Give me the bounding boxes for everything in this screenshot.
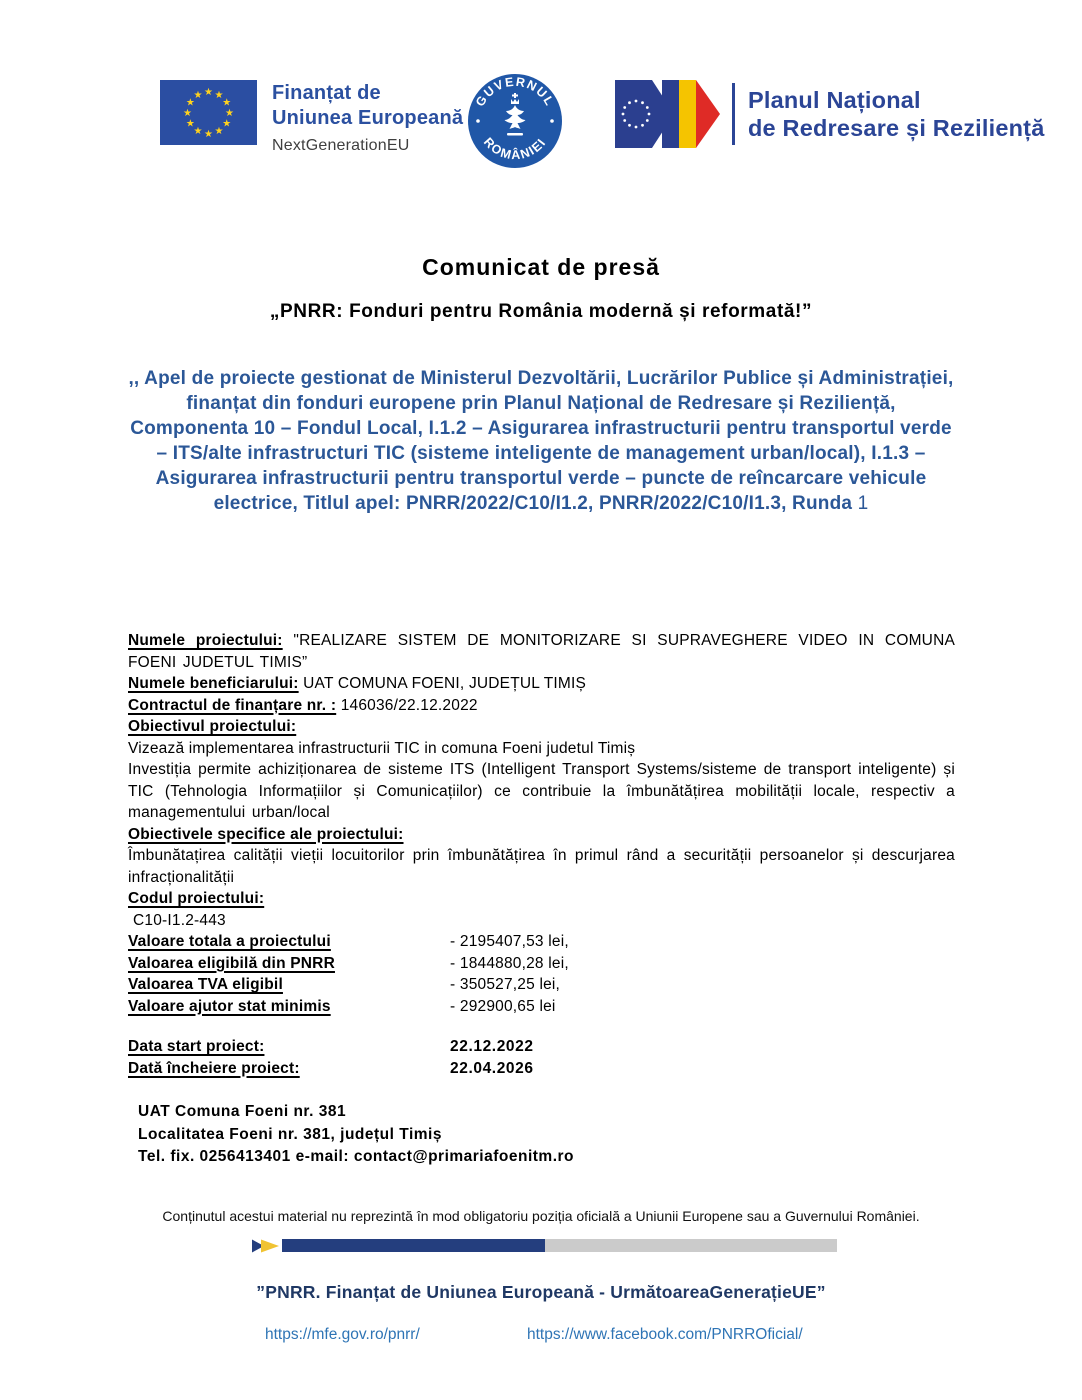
romanian-government-seal [466,72,564,175]
eu-funding-text [272,80,463,155]
call-runda-number: 1 [857,493,869,514]
financial-row [128,974,955,996]
svg-text:★: ★ [185,118,195,130]
date-label: Data start proiect: [128,1038,265,1055]
eu-funded-line1: Finanțat de [272,82,381,104]
beneficiary-label: Numele beneficiarului: [128,675,299,692]
financial-row [128,931,955,953]
financial-row [128,996,955,1018]
project-name-row [128,630,955,673]
financial-label: Valoare ajutor stat minimis [128,997,331,1015]
objective-intro: Vizează implementarea infrastructurii TIC in comuna Foeni judetul Timiș [128,739,636,757]
svg-text:★: ★ [193,89,203,101]
financial-value: - 2195407,53 lei, [450,933,569,950]
svg-text:★: ★ [214,126,224,138]
eu-funding-logo [160,80,463,155]
financial-value: - 292900,65 lei [450,997,556,1015]
project-call-paragraph [127,366,955,516]
disclaimer-text: Conținutul acestui material nu reprezintă în mod obligatoriu poziția oficială a Uniunii Europene sau a Guvernului României. [162,1208,920,1224]
financial-value: - 350527,25 lei, [450,976,561,993]
contract-label: Contractul de finanțare nr. : [128,696,337,714]
project-code-heading: Codul proiectului: [128,890,265,907]
mfe-pnrr-link[interactable]: https://mfe.gov.ro/pnrr/ [265,1326,420,1343]
bar-gray-segment [545,1239,837,1252]
svg-text:★: ★ [222,118,232,130]
call-text: ,, Apel de proiecte gestionat de Ministerul Dezvoltării, Lucrărilor Publice și Administrației, finanțat din fonduri europene prin Planul Național de Redresare și Reziliență, Componenta 10 – Fondul Local, I.1.2 – Asigurarea infrastructurii pentru transportul verde – ITS/alte infrastructuri TIC (sisteme inteligente de management urban/local), I.1.3 – Asigurarea infrastructurii pentru transportul verde – puncte de reîncarcare vehicule electrice, Titlul apel: PNRR/2022/C10/I1.2, PNRR/2022/C10/I1.3, Runda [128,368,954,514]
project-code-value: C10-I1.2-443 [133,911,226,929]
project-name-label: Numele proiectului: [128,632,283,649]
page-subtitle: „PNRR: Fonduri pentru România modernă și reformată!” [269,301,813,322]
specific-objectives-heading: Obiectivele specifice ale proiectului: [128,825,404,843]
eu-flag-icon [160,80,257,145]
date-row [128,1058,955,1080]
contract-value: 146036/22.12.2022 [340,696,478,714]
date-row [128,1036,955,1058]
svg-text:★: ★ [204,87,213,98]
specific-objectives-text: Îmbunătațirea calității vieții locuitorilor prin îmbunătățirea în primul rând a securității persoanelor și descurjarea infracționalității [128,847,955,886]
contact-line-address: UAT Comuna Foeni nr. 381 [138,1103,347,1120]
pnrr-logo-line2: de Redresare și Reziliență [748,115,1045,141]
beneficiary-row [128,673,955,695]
date-label: Dată încheiere proiect: [128,1059,300,1077]
date-value: 22.04.2026 [450,1059,534,1077]
bar-blue-segment [282,1239,545,1252]
facebook-pnrr-link[interactable]: https://www.facebook.com/PNRROficial/ [527,1326,803,1343]
financial-label: Valoare totala a proiectului [128,933,331,950]
svg-text:★: ★ [214,89,224,101]
chevrons-icon [252,1239,282,1253]
date-value: 22.12.2022 [450,1038,534,1055]
page-title: Comunicat de presă [422,254,660,280]
contract-row [128,695,955,717]
svg-text:★: ★ [183,108,192,119]
seal-top-text: GUVERNUL [472,74,558,109]
pnrr-logo-line1: Planul Național [748,87,921,113]
svg-text:★: ★ [225,108,234,119]
svg-text:★: ★ [222,97,232,109]
eu-funded-line2: Uniunea Europeană [272,107,464,129]
financial-label: Valoarea TVA eligibil [128,976,283,993]
pnrr-logo-divider [732,83,735,145]
project-details [128,630,955,1169]
svg-text:★: ★ [185,97,195,109]
financial-value: - 1844880,28 lei, [450,954,569,972]
svg-text:★: ★ [193,126,203,138]
contact-block [128,1101,955,1169]
contact-line-locality: Localitatea Foeni nr. 381, județul Timiș [138,1125,442,1143]
pnrr-logo-text [748,86,1044,142]
footer-links [0,1326,1082,1348]
financial-row [128,953,955,975]
contact-line-phone-email: Tel. fix. 0256413401 e-mail: contact@primariafoenitm.ro [138,1148,575,1165]
project-name-value: "REALIZARE SISTEM DE MONITORIZARE SI SUPRAVEGHERE VIDEO IN COMUNA FOENI JUDETUL TIMIS” [128,632,956,671]
beneficiary-value: UAT COMUNA FOENI, JUDEȚUL TIMIȘ [303,675,587,692]
objective-detail: Investiția permite achiziționarea de sisteme ITS (Intelligent Transport Systems/sisteme de transport inteligente) și TIC (Tehnologia Informațiilor și Comunicațiilor) ce contribuie la îmbunătățirea mobilității locale, respectiv a managementului urban/local [128,761,955,821]
svg-text:★: ★ [204,129,213,140]
progress-bar-graphic [252,1239,837,1252]
seal-bottom-text: ROMÂNIEI [480,135,550,163]
pnrr-logo [615,80,1044,148]
pnrr-flags-icon [615,80,721,148]
financial-label: Valoarea eligibilă din PNRR [128,954,335,972]
objective-heading: Obiectivul proiectului: [128,718,297,735]
footer-quote: ”PNRR. Finanțat de Uniunea Europeană - UrmătoareaGenerațieUE” [256,1282,826,1302]
nextgeneration-eu-label: NextGenerationEU [272,137,410,154]
